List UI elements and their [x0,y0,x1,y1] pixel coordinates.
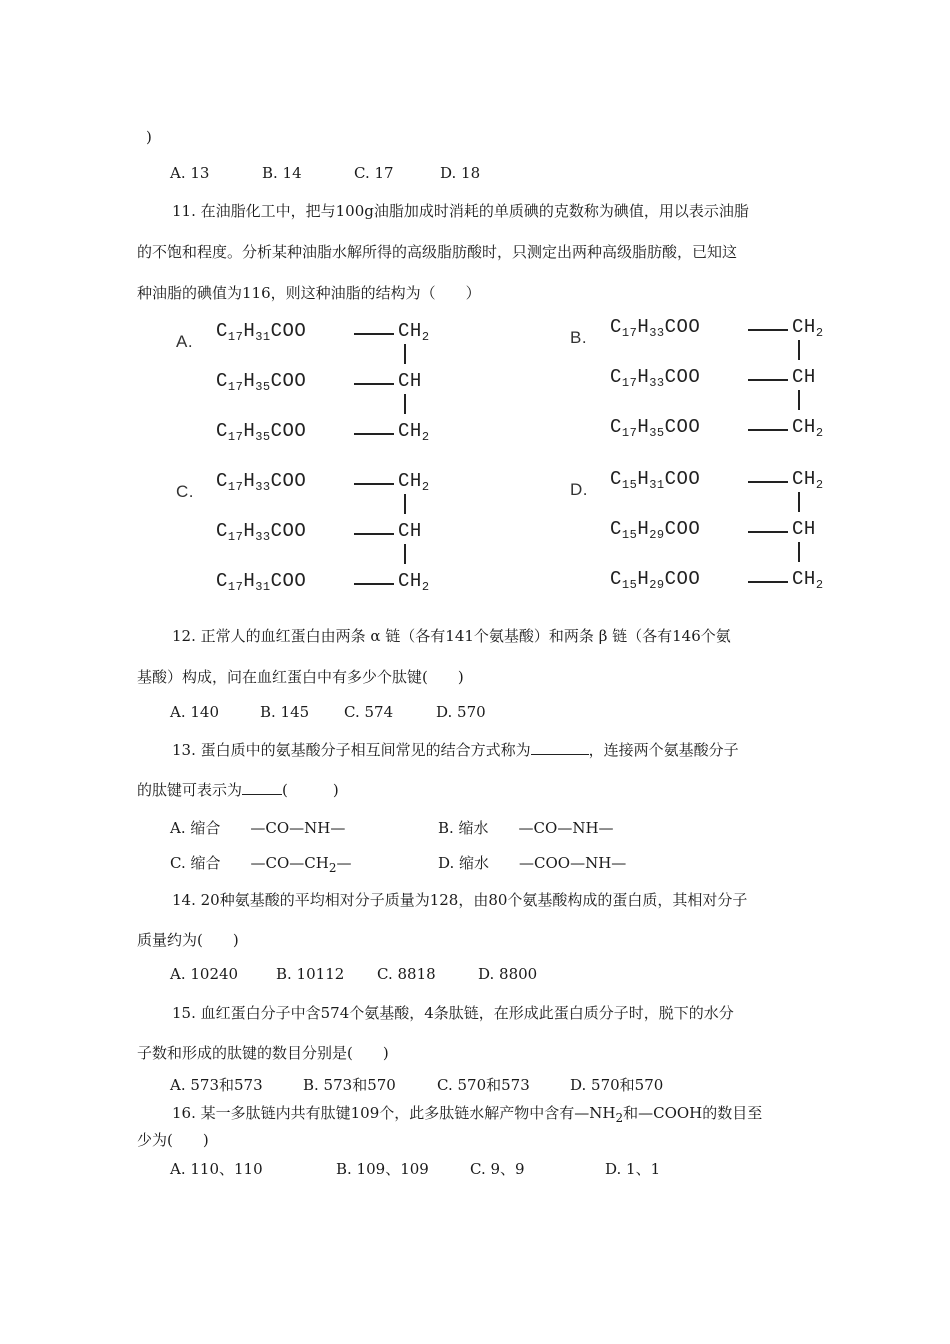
acid-group: $C_{17}H_{31}COO$ [216,570,307,594]
backbone-group: $CH_2$ [792,568,824,592]
q16-line-1 [172,1102,762,1125]
bond-line [354,333,394,335]
acid-group: $C_{17}H_{33}COO$ [610,316,701,340]
q12-option-d: D. 570 [436,703,486,721]
q13-option-c-sub: 2 [328,861,337,875]
q13-option-d: D. 缩水 —COO—NH— [438,854,627,872]
backbone-bond [404,494,406,514]
backbone-group: $CH_2$ [398,320,430,344]
q10-option-b: B. 14 [262,164,302,182]
q16-line-2: 少为( ) [137,1131,209,1149]
backbone-bond [798,390,800,410]
q14-option-c: C. 8818 [377,965,436,983]
q13-line-1 [172,739,739,760]
q11-line-1: 11. 在油脂化工中，把与100g油脂加成时消耗的单质碘的克数称为碘值，用以表示油脂 [172,202,749,220]
backbone-bond [798,340,800,360]
q15-option-b: B. 573和570 [303,1076,396,1094]
q11-line-3: 种油脂的碘值为116，则这种油脂的结构为（ ） [137,284,481,302]
bond-line [354,383,394,385]
q13-line-2 [137,779,339,800]
q13-line-2-a: 的肽键可表示为 [137,781,243,799]
q12-option-c: C. 574 [344,703,394,721]
structure-letter: B. [570,328,588,347]
q10-option-a: A. 13 [170,164,210,182]
structure-c [176,470,476,600]
q14-line-1: 14. 20种氨基酸的平均相对分子质量为128，由80个氨基酸构成的蛋白质，其相对分子 [172,891,748,909]
q15-option-a: A. 573和573 [170,1076,263,1094]
structure-letter: A. [176,332,194,351]
q13-line-1-b: ，连接两个氨基酸分子 [588,741,739,759]
bond-line [354,533,394,535]
q16-line-1-b: 和—COOH的数目至 [623,1104,763,1122]
structure-d [570,468,870,598]
q13-line-1-a: 13. 蛋白质中的氨基酸分子相互间常见的结合方式称为 [172,741,531,759]
acid-group: $C_{17}H_{35}COO$ [216,420,307,444]
acid-group: $C_{17}H_{33}COO$ [610,366,701,390]
q13-option-a: A. 缩合 —CO—NH— [170,819,346,837]
q12-line-2: 基酸）构成，问在血红蛋白中有多少个肽键( ) [137,668,464,686]
bond-line [748,429,788,431]
q10-option-d: D. 18 [440,164,481,182]
q10-option-c: C. 17 [354,164,394,182]
q12-option-a: A. 140 [170,703,219,721]
q15-line-2: 子数和形成的肽键的数目分别是( ) [137,1044,389,1062]
acid-group: $C_{17}H_{33}COO$ [216,470,307,494]
q16-option-a: A. 110、110 [170,1160,263,1178]
backbone-group: $CH_2$ [398,570,430,594]
q13-blank-1 [531,740,589,755]
q10-tail: ) [146,128,152,146]
q14-option-d: D. 8800 [478,965,538,983]
q12-line-1: 12. 正常人的血红蛋白由两条 α 链（各有141个氨基酸）和两条 β 链（各有146个氨 [172,627,731,645]
bond-line [748,329,788,331]
structure-letter: C. [176,482,194,501]
acid-group: $C_{17}H_{35}COO$ [216,370,307,394]
bond-line [748,531,788,533]
q11-line-2: 的不饱和程度。分析某种油脂水解所得的高级脂肪酸时，只测定出两种高级脂肪酸，已知这 [137,243,738,261]
structure-a [176,320,476,450]
acid-group: $C_{17}H_{33}COO$ [216,520,307,544]
backbone-group: $CH_2$ [398,470,430,494]
q13-option-c-tail: — [336,854,352,872]
backbone-bond [798,542,800,562]
q13-option-c [170,852,351,875]
bond-line [748,481,788,483]
bond-line [748,379,788,381]
backbone-bond [404,544,406,564]
q15-option-d: D. 570和570 [570,1076,664,1094]
acid-group: $C_{15}H_{29}COO$ [610,518,701,542]
backbone-group: CH [792,366,816,388]
q16-options [170,1158,660,1179]
q16-line-1-a: 16. 某一多肽链内共有肽键109个，此多肽链水解产物中含有—NH [172,1104,616,1122]
q14-option-b: B. 10112 [276,965,345,983]
bond-line [354,583,394,585]
q16-line-1-sub: 2 [615,1111,624,1125]
backbone-group: CH [398,520,422,542]
bond-line [354,433,394,435]
q14-options [170,965,537,983]
q12-options [170,703,486,721]
acid-group: $C_{17}H_{35}COO$ [610,416,701,440]
backbone-group: $CH_2$ [792,416,824,440]
backbone-group: $CH_2$ [792,468,824,492]
acid-group: $C_{15}H_{29}COO$ [610,568,701,592]
backbone-bond [798,492,800,512]
q16-option-d: D. 1、1 [605,1160,661,1178]
q14-line-2: 质量约为( ) [137,931,239,949]
q15-option-c: C. 570和573 [437,1076,530,1094]
acid-group: $C_{17}H_{31}COO$ [216,320,307,344]
q14-option-a: A. 10240 [170,965,239,983]
bond-line [748,581,788,583]
backbone-group: CH [398,370,422,392]
structure-b [570,316,870,446]
q15-line-1: 15. 血红蛋白分子中含574个氨基酸，4条肽链，在形成此蛋白质分子时，脱下的水分 [172,1004,734,1022]
bond-line [354,483,394,485]
structure-letter: D. [570,480,588,499]
backbone-bond [404,394,406,414]
q16-option-c: C. 9、9 [470,1160,525,1178]
backbone-group: $CH_2$ [398,420,430,444]
q13-option-c-text: C. 缩合 —CO—CH [170,854,329,872]
q16-option-b: B. 109、109 [336,1160,429,1178]
acid-group: $C_{15}H_{31}COO$ [610,468,701,492]
q10-options [170,164,480,182]
q15-options [170,1074,663,1095]
backbone-group: $CH_2$ [792,316,824,340]
backbone-bond [404,344,406,364]
q12-option-b: B. 145 [260,703,310,721]
q13-option-b: B. 缩水 —CO—NH— [438,819,614,837]
q13-blank-2 [242,780,282,795]
q13-line-2-b: ( ) [282,781,339,799]
backbone-group: CH [792,518,816,540]
